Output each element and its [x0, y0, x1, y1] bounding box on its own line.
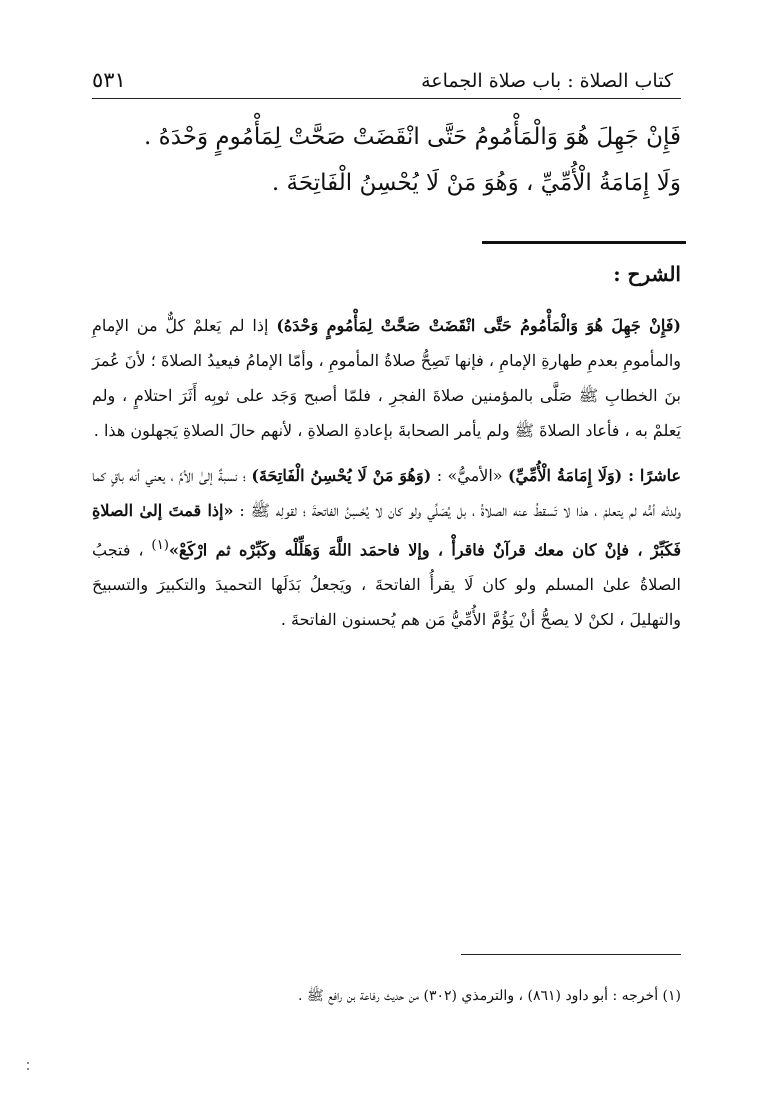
footnote: (١) أخرجه : أبو داود (٨٦١) ، والترمذي (٣٠٢) من حديث رفاعة بن رافع ﷺ .	[297, 988, 681, 1004]
paragraph-text: إذا لم يَعلمْ كلٌّ من الإمامِ والمأمومِ بعدمِ طهارةِ الإمامِ ، فإنها تَصِحُّ صلاةُ المأمومِ ، وأمّا الإمامُ فيعيدُ الصلاةَ ؛ لأنَ عُمرَ بنَ الخطابِ ﷺ صَلَّى بالمؤمنين صلاةَ الفجرِ ، فلمّا أصبح وَجَد على ثوبِه أَثَرَ احتلامٍ ، ولم يَعلمْ به ، فأعاد الصلاةَ ﷺ ولم يأمر الصحابةَ بإعادةِ الصلاةِ ، لأنهم حالَ الصلاةِ يَجهلون هذا .	[92, 316, 681, 440]
section-title: الشرح :	[613, 262, 681, 286]
commentary-paragraph-2	[92, 458, 681, 637]
footnote-reference: (١)	[151, 538, 169, 553]
page-number: ٥٣١	[92, 68, 126, 92]
header-rule	[92, 98, 681, 99]
matn-line-1: فَإِنْ جَهِلَ هُوَ وَالْمَأْمُومُ حَتَّى انْقَضَتْ صَحَّتْ لِمَأْمُومٍ وَحْدَهُ .	[144, 124, 681, 150]
paragraph-text: ؛ نسبةٌ إلىٰ الأمِّ ، يعني أنه باقٍ كما ولدتْه أمُّه لم يتعلمْ ، هذا لا تَسقطُ عنه الصلاةُ ، بل يُصَلِّي ولو كان لا يُحْسِنُ الفاتحةَ ؛ لقولِه ﷺ :	[92, 466, 681, 520]
scan-margin-marks	[26, 1062, 29, 1076]
matn-divider	[482, 241, 686, 244]
commentary-paragraph-1	[92, 308, 681, 448]
quoted-matn: (فَإِنْ جَهِلَ هُوَ وَالْمَأْمُومُ حَتَّى انْقَضَتْ صَحَّتْ لِمَأْمُومٍ وَحْدَهُ)	[276, 316, 681, 335]
footnote-divider	[461, 954, 681, 955]
commentary	[92, 308, 681, 637]
hadith-quote: «إذا قمتَ إلىٰ الصلاةِ فَكَبِّرْ ، فإنْ كان معك قرآنٌ فاقرأْ ، وإلا فاحمَد اللَّهَ وَهَلِّلْه وكَبِّرْه ثم ارْكَعْ»	[92, 501, 681, 560]
matn-text	[92, 114, 681, 206]
chapter-title: كتاب الصلاة : باب صلاة الجماعة	[421, 70, 673, 92]
paragraph-lead: عاشرًا :	[628, 466, 682, 485]
matn-line-2: وَلَا إِمَامَةُ الْأُمِّيِّ ، وَهُوَ مَنْ لَا يُحْسِنُ الْفَاتِحَةَ .	[271, 170, 681, 196]
gloss-term: «الأميُّ» :	[431, 466, 508, 485]
quoted-matn: (وَلَا إِمَامَةُ الْأُمِّيِّ)	[507, 466, 629, 485]
paragraph-text: ، فتجبُ الصلاةُ علىٰ المسلم ولو كان لَا يقرأُ الفاتحةَ ، ويَجعلُ بَدَلَها التحميدَ والتكبيرَ والتسبيحَ والتهليلَ ، لكنْ لا يصحُّ أنْ يَؤُمَّ الأُمِّيُّ مَن هم يُحسنون الفاتحةَ .	[92, 540, 681, 630]
quoted-matn: (وَهُوَ مَنْ لَا يُحْسِنُ الْفَاتِحَةَ)	[251, 466, 432, 485]
running-header	[92, 58, 673, 92]
